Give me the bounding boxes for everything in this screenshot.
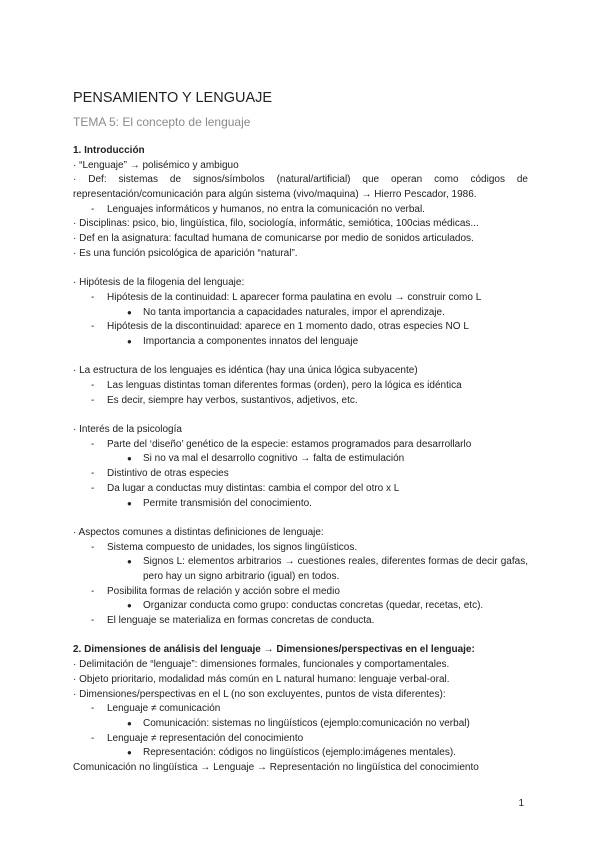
bullet-icon: ●: [127, 336, 132, 346]
dash-item: - Posibilita formas de relación y acción sobre el medio: [73, 585, 528, 600]
bullet-item: ● Importancia a componentes innatos del lenguaje: [73, 335, 528, 350]
dash-item: - Lenguaje ≠ comunicación: [73, 702, 528, 717]
dash-item: - Las lenguas distintas toman diferentes formas (orden), pero la lógica es idéntica: [73, 379, 528, 394]
document-title: PENSAMIENTO Y LENGUAJE: [73, 90, 273, 106]
dash-item: - Es decir, siempre hay verbos, sustantivos, adjetivos, etc.: [73, 394, 528, 409]
dash-item: - Da lugar a conductas muy distintas: cambia el compor del otro x L: [73, 482, 528, 497]
dash-marker: -: [91, 541, 95, 553]
dash-item: - Lenguaje ≠ representación del conocimiento: [73, 732, 528, 747]
bullet-icon: ●: [127, 718, 132, 728]
document-subtitle: TEMA 5: El concepto de lenguaje: [73, 115, 251, 129]
dash-marker: -: [91, 482, 95, 494]
dash-item: - Hipótesis de la continuidad: L aparecer forma paulatina en evolu → construir como L: [73, 291, 528, 306]
bullet-item: ● Representación: códigos no lingüísticos (ejemplo:imágenes mentales).: [73, 746, 528, 761]
section-2-heading: 2. Dimensiones de análisis del lenguaje → Dimensiones/perspectivas en el lenguaje:: [73, 644, 475, 656]
paragraph: · Es una función psicológica de aparición “natural”.: [73, 247, 298, 259]
section-1-heading: 1. Introducción: [73, 145, 145, 156]
dash-item: - El lenguaje se materializa en formas concretas de conducta.: [73, 614, 528, 629]
dash-marker: -: [91, 203, 95, 215]
paragraph: · Def en la asignatura: facultad humana de comunicarse por medio de sonidos articulados.: [73, 233, 474, 245]
bullet-icon: ●: [127, 498, 132, 508]
paragraph: Comunicación no lingüística → Lenguaje → Representación no lingüística del conocimiento: [73, 761, 479, 773]
dash-marker: -: [91, 394, 95, 406]
dash-item: - Sistema compuesto de unidades, los signos lingüísticos.: [73, 541, 528, 556]
dash-marker: -: [91, 585, 95, 597]
paragraph: · La estructura de los lenguajes es idéntica (hay una única lógica subyacente): [73, 365, 418, 377]
bullet-item: ● Si no va mal el desarrollo cognitivo → falta de estimulación: [73, 452, 528, 467]
bullet-item: ● Signos L: elementos arbitrarios → cuestiones reales, diferentes formas de decir gafas, pero hay un signo arbitrario (igual) en todos.: [127, 556, 528, 582]
dash-marker: -: [91, 615, 95, 627]
paragraph: · Dimensiones/perspectivas en el L (no son excluyentes, puntos de vista diferentes):: [73, 688, 446, 700]
paragraph: · Interés de la psicología: [73, 424, 182, 436]
bullet-item: ● No tanta importancia a capacidades naturales, impor el aprendizaje.: [73, 306, 528, 321]
dash-marker: -: [91, 291, 95, 303]
paragraph: · Delimitación de “lenguaje”: dimensiones formales, funcionales y comportamentales.: [73, 659, 450, 671]
dash-item: - Distintivo de otras especies: [73, 467, 528, 482]
bullet-icon: ●: [127, 748, 132, 758]
document-body: [73, 144, 528, 776]
bullet-icon: ●: [127, 557, 132, 567]
dash-marker: -: [91, 438, 95, 450]
dash-marker: -: [91, 703, 95, 715]
dash-item: - Hipótesis de la discontinuidad: aparece en 1 momento dado, otras especies NO L: [73, 320, 528, 335]
paragraph: · Def: sistemas de signos/símbolos (natural/artificial) que operan como códigos de representación/comunicación para algún sistema (vivo/maquina) → Hierro Pescador, 1986.: [73, 174, 528, 201]
paragraph: · “Lenguaje” → polisémico y ambiguo: [73, 159, 239, 171]
bullet-icon: ●: [127, 307, 132, 317]
paragraph: · Objeto prioritario, modalidad más común en L natural humano: lenguaje verbal-oral.: [73, 673, 450, 685]
paragraph: · Aspectos comunes a distintas definiciones de lenguaje:: [73, 526, 324, 538]
bullet-icon: ●: [127, 601, 132, 611]
dash-marker: -: [91, 468, 95, 480]
bullet-item: ● Comunicación: sistemas no lingüísticos (ejemplo:comunicación no verbal): [73, 717, 528, 732]
paragraph: · Disciplinas: psico, bio, lingüística, filo, sociología, informátic, semiótica, 100cias médicas...: [73, 218, 479, 230]
dash-marker: -: [91, 380, 95, 392]
dash-item: - Parte del ‘diseño’ genético de la especie: estamos programados para desarrollarlo: [73, 438, 528, 453]
bullet-item: ● Permite transmisión del conocimiento.: [73, 497, 528, 512]
bullet-icon: ●: [127, 454, 132, 464]
dash-marker: -: [91, 732, 95, 744]
bullet-item: ● Organizar conducta como grupo: conductas concretas (quedar, recetas, etc).: [73, 599, 528, 614]
page-number: 1: [518, 798, 524, 809]
paragraph: · Hipótesis de la filogenia del lenguaje:: [73, 277, 245, 289]
dash-marker: -: [91, 321, 95, 333]
dash-item: - Lenguajes informáticos y humanos, no entra la comunicación no verbal.: [73, 203, 528, 218]
